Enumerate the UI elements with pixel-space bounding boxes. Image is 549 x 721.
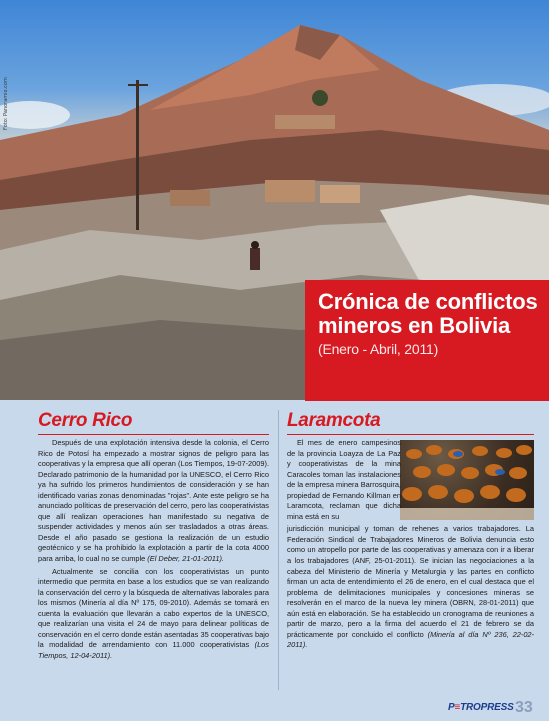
article-title: Crónica de conflictos mineros en Bolivia — [318, 289, 538, 338]
citation: (Los Tiempos, 12-04-2011). — [38, 640, 269, 660]
paragraph-text: El mes de enero campesinos de la provincia Loayza de La Paz y cooperativistas de la mina Caracoles toman las instalaciones de la empresa minera Barrosquira, propiedad de Fernando Killman en Laramcota, reclaman que dicha mina está en su — [287, 438, 401, 521]
column-cerro-rico — [38, 438, 269, 663]
logo-accent: ≡ — [454, 702, 461, 713]
photo-credit: Foto: Panoramio.com — [3, 77, 9, 130]
column-laramcota — [287, 438, 534, 653]
section-heading-laramcota: Laramcota — [287, 410, 381, 431]
column-divider — [278, 410, 279, 690]
heading-rule — [287, 434, 534, 435]
citation: (Minería al día Nº 236, 22-02-2011). — [287, 629, 534, 650]
paragraph-text: Después de una explotación intensiva desde la colonia, el Cerro Rico de Potosí ha empezado a mostrar signos de peligro para las cooperativas y la empresa que allí operan (Los Tiempos, 19-07-2009). Declarado patrimonio de la humanidad por la UNESCO, el Cerro Rico ya ha sufrido los primeros hundimientos de consideración y se han identificado varias zonas denominadas "rojas". Ante este peligro se ha anunciado políticas de preservación del cerro, pero las cooperativistas que allí realizan operaciones han manifestado su negativa de suspender actividades y menos aún ser trasladados a otras áreas. Desde el año pasado se gestiona la realización de un estudio geotécnico y se ha prohibido la explotación a partir de la cota 4000 para arriba, lo cual no se cumple — [38, 438, 269, 564]
logo-rest: TROPRESS — [460, 702, 514, 713]
paragraph — [38, 567, 269, 662]
article-subtitle: (Enero - Abril, 2011) — [318, 341, 439, 357]
article-title-box — [305, 280, 549, 401]
magazine-logo — [448, 702, 514, 716]
section-heading-cerro-rico: Cerro Rico — [38, 410, 133, 431]
heading-rule — [38, 434, 269, 435]
citation: (El Deber, 21-01-2011). — [147, 554, 224, 564]
paragraph — [287, 524, 534, 651]
paragraph — [287, 438, 534, 522]
page-number: 33 — [515, 699, 533, 716]
paragraph-text: jurisdicción municipal y toman de rehenes a varios trabajadores. La Federación Sindical de Trabajadores Mineros de Bolivia denuncia esto como un atropello por parte de las cooperativas y amenaza con ir a liberar a los trabajadores (ANF, 25-01-2011). Se inician las negociaciones a la cabeza del Ministerio de Minería y Metalurgia y las partes en conflicto firman un acta de entendimiento el 26 de enero, en el cual destaca que el problema de delimitaciones municipales y concesiones mineras se resolverán en el marco de la nueva ley minera (OBRN, 28-01-2011) que aún está en elaboración. Se ha establecido un cronograma de reuniones a partir de marzo, pero a la firma del acuerdo el 21 de febrero se da prácticamente por concluido el conflicto — [287, 524, 534, 639]
logo-prefix: P — [448, 702, 455, 713]
paragraph — [38, 438, 269, 565]
paragraph-text: Actualmente se concilia con los cooperativistas un punto intermedio que permita en base a los estudios que se van realizando la conservación del cerro y la búsqueda de alternativas laborales para los mismos (Minería al día Nº 175, 09-2010). Además se tomará en cuenta la evaluación que llevarán a cabo expertos de la UNESCO, que realizarían una visita el 24 de mayo para delinear políticas de conservación en el cerro donde están asentadas 35 cooperativas bajo la modalidad de arrendamiento con 11.000 cooperativistas — [38, 566, 269, 650]
